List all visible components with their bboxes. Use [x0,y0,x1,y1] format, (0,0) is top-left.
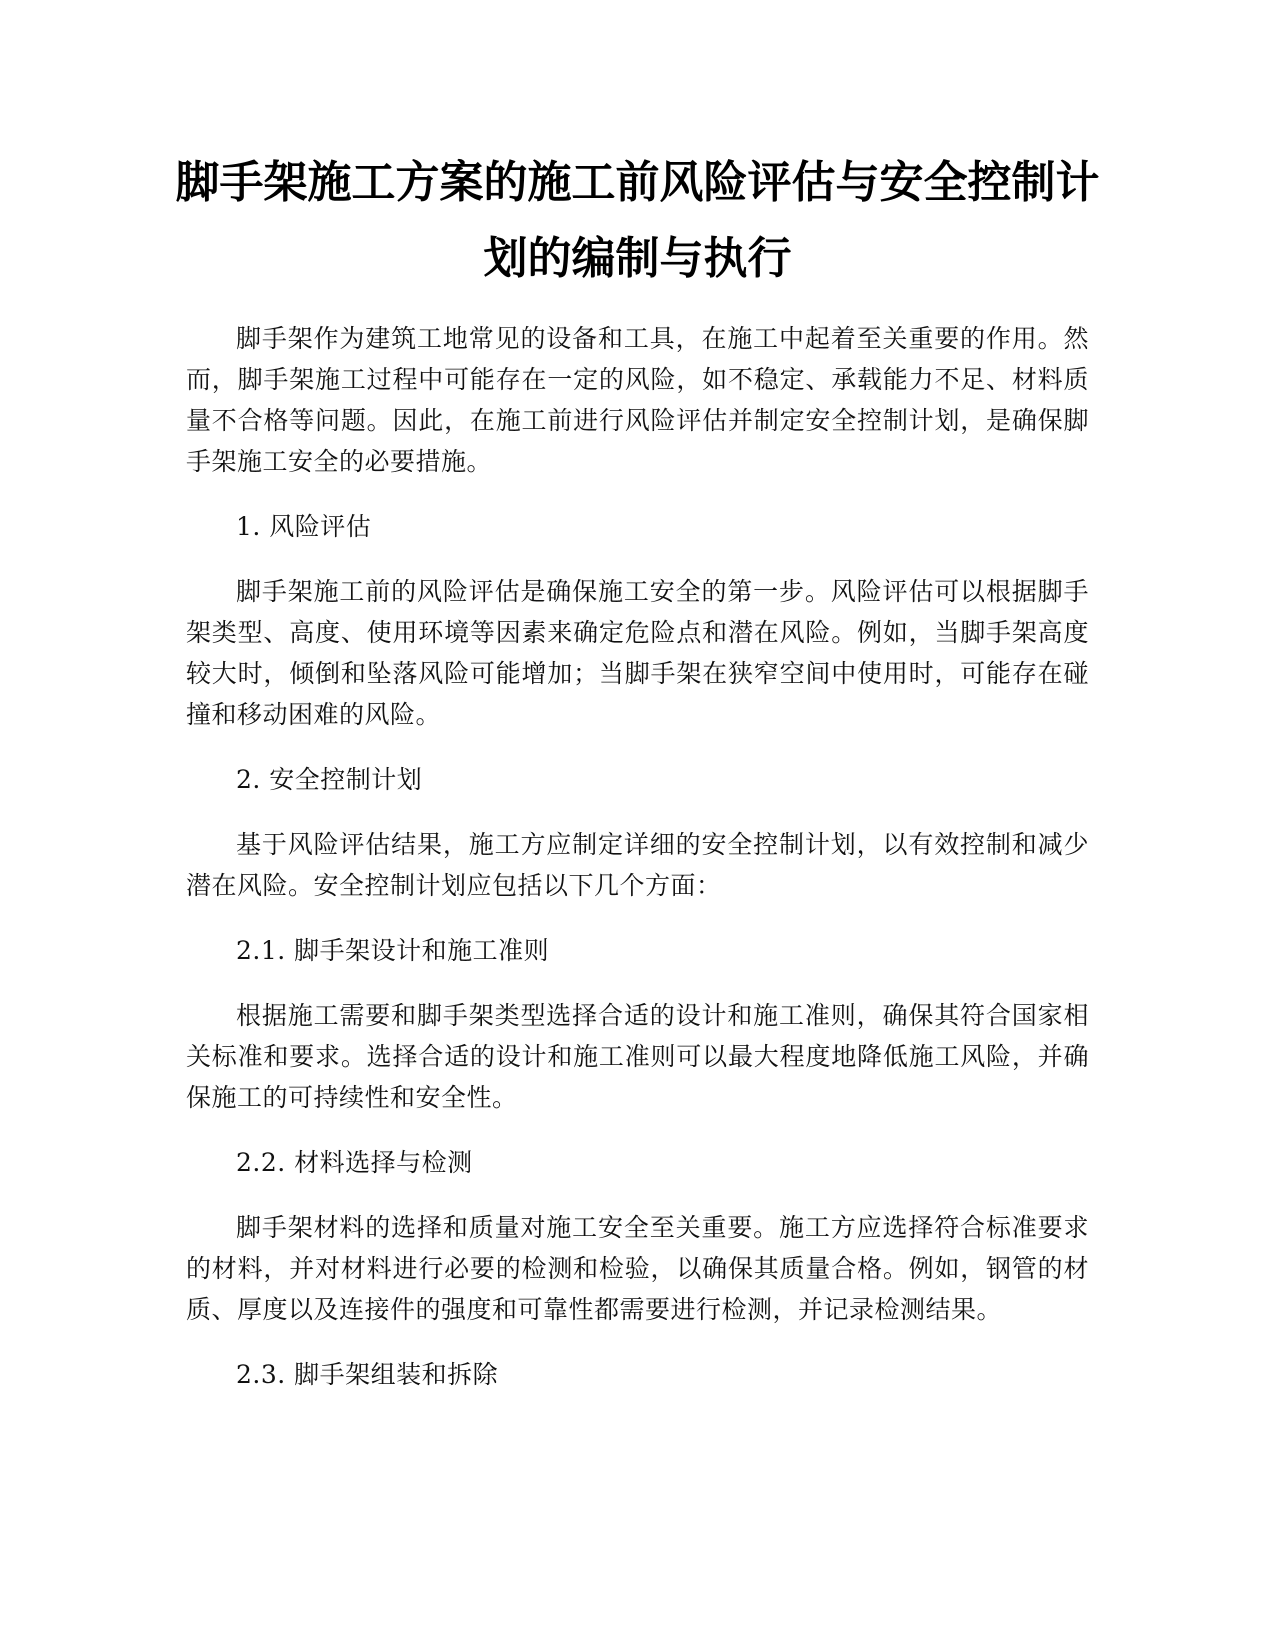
intro-paragraph: 脚手架作为建筑工地常见的设备和工具，在施工中起着至关重要的作用。然而，脚手架施工过程中可能存在一定的风险，如不稳定、承载能力不足、材料质量不合格等问题。因此，在施工前进行风险评估并制定安全控制计划，是确保脚手架施工安全的必要措施。 [186,324,1089,476]
section-2-3-heading: 2.3. 脚手架组装和拆除 [236,1360,499,1389]
section-2-heading: 2. 安全控制计划 [236,765,423,794]
document-title: 脚手架施工方案的施工前风险评估与安全控制计划的编制与执行 [175,157,1100,284]
section-2-2-paragraph: 脚手架材料的选择和质量对施工安全至关重要。施工方应选择符合标准要求的材料，并对材料进行必要的检测和检验，以确保其质量合格。例如，钢管的材质、厚度以及连接件的强度和可靠性都需要进行检测，并记录检测结果。 [186,1213,1089,1324]
section-1-paragraph: 脚手架施工前的风险评估是确保施工安全的第一步。风险评估可以根据脚手架类型、高度、使用环境等因素来确定危险点和潜在风险。例如，当脚手架高度较大时，倾倒和坠落风险可能增加；当脚手架在狭窄空间中使用时，可能存在碰撞和移动困难的风险。 [186,577,1089,729]
section-2-paragraph: 基于风险评估结果，施工方应制定详细的安全控制计划，以有效控制和减少潜在风险。安全控制计划应包括以下几个方面： [186,830,1089,900]
section-2-1-heading: 2.1. 脚手架设计和施工准则 [236,936,550,965]
section-1-heading: 1. 风险评估 [236,512,372,541]
section-2-1-paragraph: 根据施工需要和脚手架类型选择合适的设计和施工准则，确保其符合国家相关标准和要求。选择合适的设计和施工准则可以最大程度地降低施工风险，并确保施工的可持续性和安全性。 [186,1001,1089,1112]
section-2-2-heading: 2.2. 材料选择与检测 [236,1148,473,1177]
document-body [186,318,1089,1419]
